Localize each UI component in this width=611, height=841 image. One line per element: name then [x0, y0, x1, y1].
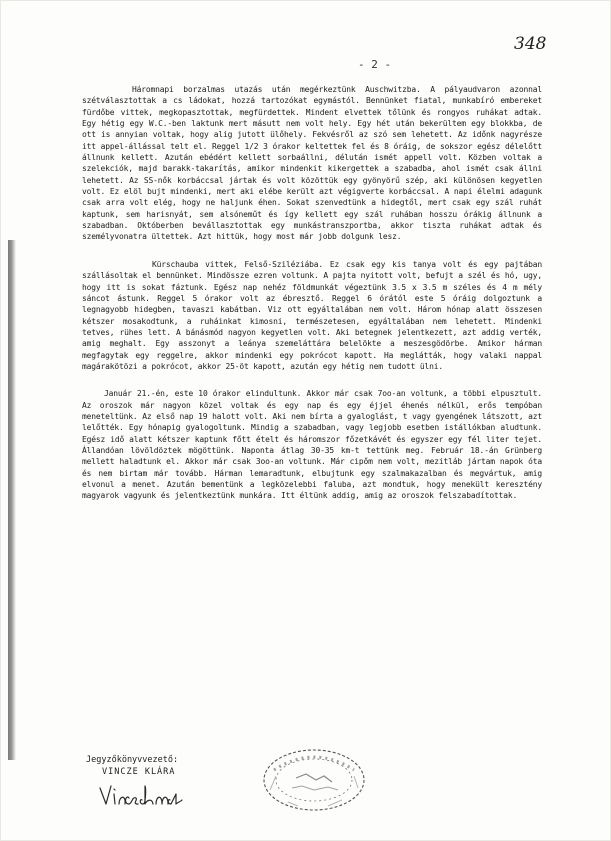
- page-number: - 2 -: [358, 58, 392, 71]
- paragraph-auschwitz: Háromnapi borzalmas utazás után megérkeztünk Auschwitzba. A pályaudvaron azonnal szétválasztottak a cs ládokat, hozzá tartozókat egymástól. Bennünket fiatal, munkabíró embereket fürdőbe vittek, megkopasztottak, megfürdettek. Mindent elvettek tőlünk és rongyos ruhákat adtak. Egy hétig egy W.C.-ben laktunk mert másutt nem volt hely. Egy hét után bekerültem egy blokkba, de ott is annyian voltak, hogy alig jutott ülőhely. Fekvésről az szó sem lehetett. Az időnk nagyrésze itt appel-állással telt el. Reggel 1/2 3 órakor keltettek fel és 8 óráig, de sokszor egész délelőtt állnunk kellett. Azután ebédért kellett sorbaállni, délután ismét appell volt. Közben voltak a szelekciók, majd barakk-takarítás, amikor mindenkit kikergettek a szabadba, ahol ismét csak állni lehetett. Az SS-nők korbáccsal jártak és volt közöttük egy gyönyörű szép, aki különösen kegyetlen volt. Ez elöl bujt mindenki, mert aki elébe került azt végigverte korbáccsal. A napi élelmi adagunk csak arra volt elég, hogy ne haljunk éhen. Sokat szenvedtünk a hidegtől, mert csak egy szál ruhát kaptunk, sem harisnyát, sem alsóneműt és így kellett egy szál ruhában hosszu órákig állnunk a szabadban. Októberben bevállasztottak egy munkástranszportba, akkor tiszta ruhákat adtak és személyvonatra ültettek. Azt hittük, hogy most már jobb dolgunk lesz.: [82, 85, 542, 242]
- testimony-body: [82, 84, 542, 502]
- folio-number: 348: [514, 34, 547, 54]
- recorder-label: Jegyzőkönyvvezető:: [86, 755, 179, 765]
- scan-shadow-edge: [8, 240, 16, 760]
- handwritten-signature: [96, 780, 186, 810]
- paragraph-kurschau: Kürschauba vittek, Felső-Sziléziába. Ez csak egy kis tanya volt és egy pajtában szállásoltak el bennünket. Mindössze ezren voltunk. A pajta nyitott volt, befujt a szél és hó, ugy, hogy itt is sokat fáztunk. Egész nap nehéz földmunkát végeztünk 3.5 x 3.5 m széles és 4 m mély sáncot ástunk. Reggel 5 órakor volt az ébresztő. Reggel 6 órától este 5 óráig dolgoztunk a legnagyobb hidegben, tavaszi kabátban. Viz ott egyáltalában nem volt. Három hónap alatt összesen kétszer mosakodtunk, a ruháinkat kimosni, természetesen, egyáltalában nem lehetett. Mindenki tetves, rühes lett. A bánásmód nagyon kegyetlen volt. Aki betegnek jelentkezett, azt addig verték, amig meghalt. Egy asszonyt a leánya szemeláttára belelökte a meszesgödörbe. Amikor hárman megfagytak egy reggelre, akkor mindenki egy pokrócot kapott. Ha meglátták, hogy valaki nappal magárakötözi a pokrócot, akkor 25-öt kapott, azután egy hétig nem tudott ülni.: [82, 259, 542, 371]
- paragraph-death-march: Január 21.-én, este 10 órakor elindultunk. Akkor már csak 7oo-an voltunk, a többi elpusztult. Az oroszok már nagyon közel voltak és egy nap és egy éjjel éhenés nélkül, erős tempóban meneteltünk. Az első nap 19 halott volt. Aki nem bírta a gyaloglást, t vagy gyengének látszott, azt lelőtték. Egy hónapig gyalogoltunk. Mindig a szabadban, vagy legjobb esetben istállókban aludtunk. Egész idő alatt kétszer kaptunk főtt ételt és háromszor főzetkávét és egyszer egy fél liter tejet. Állandóan lövöldöztek mögöttünk. Naponta átlag 30-35 km-t tettünk meg. Február 18.-án Grünberg mellett haladtunk el. Akkor már csak 3oo-an voltunk. Már cipőm nem volt, mezitláb jártam napok óta és nem birtam már tovább. Hárman lemaradtunk, elbujtunk egy szalmakazalban és megvártuk, amig elvonul a menet. Azután bementünk a legközelebbi faluba, azt mondtuk, hogy menekült keresztény magyarok vagyunk és jelentkeztünk munkára. Itt éltünk addig, amig az oroszok felszabadítottak.: [82, 389, 542, 501]
- recorder-name: VINCZE KLÁRA: [102, 767, 176, 777]
- official-stamp: [258, 746, 370, 812]
